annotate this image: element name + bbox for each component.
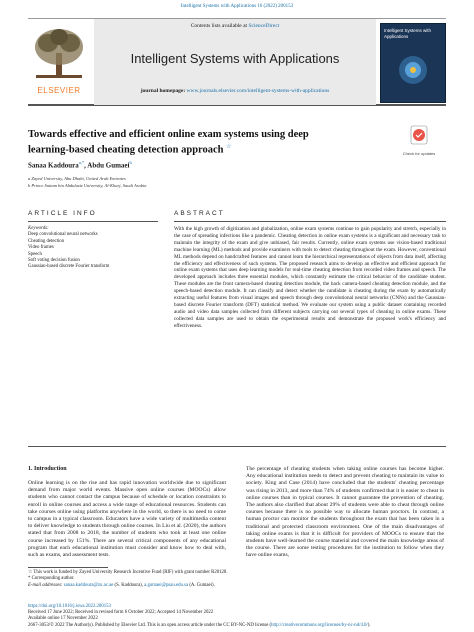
- keyword: Soft voting decision fusion: [28, 258, 80, 264]
- intro-right-column: The percentage of cheating students when taking online courses has become higher. Any educational institution needs to detect and prevent cheating to maintain its value to society. King and Case (2014) have concluded that the students' cheating percentage was rising in 2013, and more than 74% of students confirmed that it is easier to cheat in online courses than in typical courses. It cannot guarantee the prevention of cheating. The authors also clarified that about 29% of students were able to cheat through online courses because there is no possible way to allocate human proctors. In contrast, a human proctor can monitor the students throughout the exam that has been taken in a traditional and protected classroom environment. One of the main disadvantages of taking online exams is that it is difficult for providers of MOOCs to ensure that the students have well-learned the course material and covered the main knowledge areas of the course. There are some testing procedures for the institution to follow when they have online exams,: [246, 466, 444, 559]
- email-line: [28, 583, 448, 589]
- sciencedirect-link[interactable]: ScienceDirect: [248, 23, 280, 29]
- check-for-updates-button[interactable]: [398, 124, 440, 156]
- email-label: E-mail addresses:: [28, 582, 64, 588]
- copyright-end: ).: [367, 622, 371, 628]
- article-info-heading: ARTICLE INFO: [28, 210, 97, 217]
- footnotes: [28, 570, 448, 589]
- elsevier-tree-icon: [28, 25, 90, 81]
- title-footnote-star[interactable]: ☆: [226, 144, 232, 150]
- keyword: Video frames: [28, 245, 54, 251]
- elsevier-logo: [28, 25, 90, 99]
- article-history: [28, 604, 448, 629]
- journal-homepage: [94, 88, 376, 94]
- elsevier-wordmark: ELSEVIER: [37, 86, 81, 95]
- email-link[interactable]: sanaa.kaddoura@zu.ac.ae: [63, 582, 114, 588]
- title-line-2-text: learning-based cheating detection approach: [28, 144, 224, 156]
- author-name[interactable]: Abdu Gumaei: [87, 161, 130, 170]
- keyword: Cheating detection: [28, 238, 65, 244]
- contents-line: [94, 23, 376, 29]
- copyright-text: 2667-3053/© 2022 The Author(s). Published by Elsevier Ltd. This is an open access article under the CC BY-NC-ND license (: [28, 622, 272, 628]
- doi-link[interactable]: https://doi.org/10.1016/j.iswa.2022.200153: [28, 604, 111, 609]
- keywords-heading: Keywords:: [28, 226, 49, 231]
- title-line-1: Towards effective and efficient online exam systems using deep: [28, 129, 309, 140]
- article-title: [28, 128, 388, 157]
- intro-heading: 1. Introduction: [28, 466, 67, 472]
- author-separator: ,: [84, 161, 88, 170]
- received-dates: Received 17 June 2022; Received in revised form 6 October 2022; Accepted 14 November 2022: [28, 610, 214, 616]
- author-affiliation-mark[interactable]: a,*: [78, 160, 85, 165]
- contents-prefix: Contents lists available at: [190, 23, 249, 29]
- available-online: Available online 17 November 2022: [28, 616, 98, 622]
- email-link[interactable]: a.gumaei@psau.edu.sa: [144, 582, 189, 588]
- author-list: [28, 160, 132, 169]
- check-updates-icon: [398, 124, 440, 146]
- abstract-text: With the high growth of digitization and globalization, online exam systems continue to gain popularity and stretch, especially in the case of spreading infections like a pandemic. Cheating detection in online exam systems is a significant and necessary task to maintain the integrity of the exam and give unbiased, fair results. Currently, online exam systems use vision-based traditional machine learning (ML) methods and provide examiners with tools to detect cheating throughout the exam. However, conventional ML methods depend on handcrafted features and cannot learn the hierarchical representations of objects from data itself, affecting the efficiency and effectiveness of such systems. The proposed research aims to develop an effective and efficient approach for online exam systems that uses deep learning models for real-time cheating detection from recorded video frames and speech. The developed approach includes three essential modules, which constantly estimate the critical behavior of the candidate student. These modules are the front camera-based cheating detection module, the back camera-based cheating detection module, and the speech-based detection module. It can classify and detect whether the candidate is cheating during the exam by automatically extracting useful features from visual images and speech through deep convolutional neural networks (CNNs) and the Gaussian-based discrete Fourier transform (DFT) statistical method. We evaluate our system using a public dataset containing recorded audio and video data samples collected from different subjects carrying out several types of cheating in online exams. These collected data samples are used to obtain the experimental results and demonstrate the proposed work's efficiency and effectiveness.: [174, 226, 446, 329]
- author-affiliation-mark[interactable]: b: [129, 160, 132, 165]
- journal-cover[interactable]: [380, 23, 446, 103]
- keywords-list: [28, 226, 158, 271]
- cover-title: Intelligent Systems with Applications: [384, 28, 432, 39]
- affiliation: a Zayed University, Abu Dhabi, United Arab Emirates: [28, 176, 126, 181]
- copyright-line: [28, 623, 448, 629]
- check-updates-label: Check for updates: [402, 151, 436, 156]
- title-line-2: [28, 141, 388, 157]
- keyword: Speech: [28, 251, 42, 257]
- author-name[interactable]: Sanaa Kaddoura: [28, 161, 79, 170]
- divider: [174, 221, 446, 222]
- cover-art-icon: [391, 50, 435, 90]
- journal-title: Intelligent Systems with Applications: [130, 51, 340, 66]
- email-owner: (A. Gumaei).: [188, 582, 215, 588]
- journal-reference[interactable]: Intelligent Systems with Applications 16 (2022) 200153: [180, 4, 294, 9]
- journal-header: [28, 18, 446, 106]
- divider: [28, 446, 446, 447]
- keyword: Deep convolutional neural networks: [28, 232, 98, 238]
- license-link[interactable]: http://creativecommons.org/licenses/by-nc-nd/4.0/: [271, 622, 368, 628]
- intro-left-column: Online learning is on the rise and has rapid innovation worldwide due to significant demand from major world events. Massive open online courses (MOOCs) allow students who cannot contact the campus because of schedule or location constraints to enroll in online courses and access a wide range of educational resources. Students can take courses online using platforms anywhere in the world, so there is no need to come to campus in a typical classroom. Educators have a wide variety of multimedia content to deliver knowledge to students through online courses. In Liu et al. (2020), the authors stated that from 2008 to 2018, the number of students who took at least one online course increased by 151%. There are several critical components of any educational program that each educational institution must consider and know how to deal with, such as exams, and assessment tests.: [28, 480, 226, 559]
- divider: [28, 221, 158, 222]
- keyword: Gaussian-based discrete Fourier transform: [28, 264, 110, 270]
- homepage-link[interactable]: www.journals.elsevier.com/intelligent-systems-with-applications: [186, 88, 330, 94]
- abstract-heading: ABSTRACT: [174, 210, 225, 217]
- footnote-divider: [28, 567, 108, 568]
- email-owner: (S. Kaddoura),: [113, 582, 145, 588]
- funding-note: ☆ This work is funded by Zayed University Research Incentive Fund (RIF) with grant number R20128.: [28, 570, 228, 575]
- journal-banner: [94, 19, 376, 105]
- affiliation: b Prince Sattam bin Abdulaziz University, Al-Kharj, Saudi Arabia: [28, 183, 147, 188]
- homepage-label: journal homepage:: [140, 88, 187, 94]
- corresponding-note: * Corresponding author.: [28, 576, 75, 582]
